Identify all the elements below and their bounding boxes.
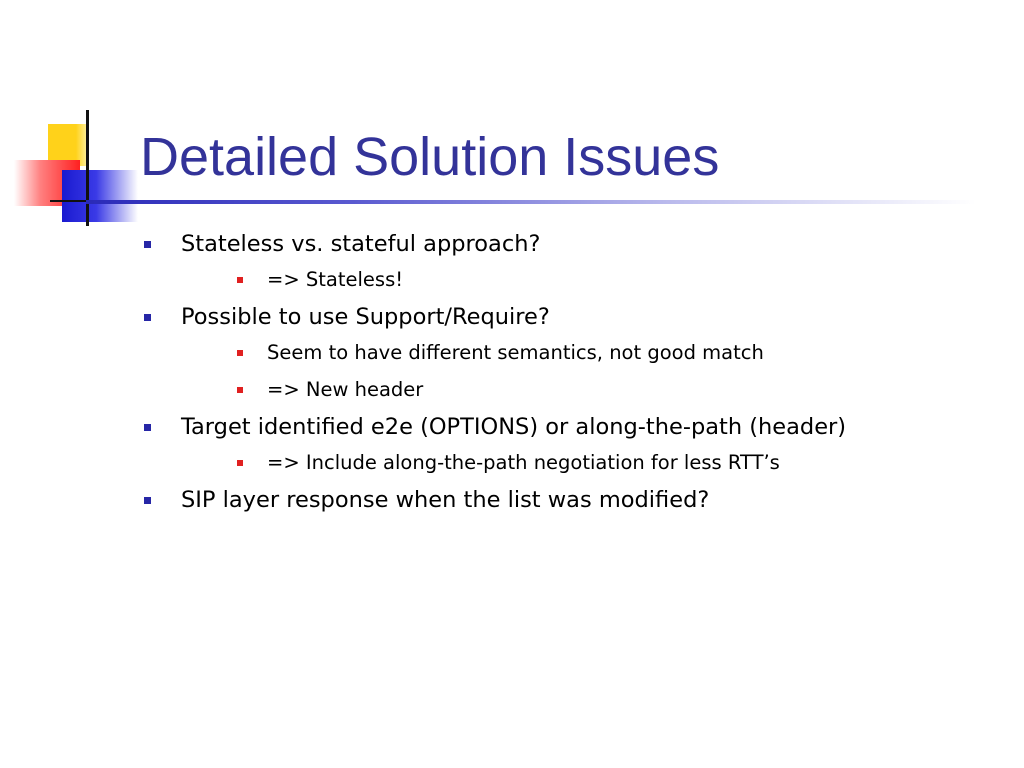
logo-vertical-line bbox=[86, 110, 89, 226]
square-bullet-icon bbox=[144, 314, 151, 321]
sub-bullet-text: => Stateless! bbox=[267, 268, 404, 291]
bullet-text: Possible to use Support/Require? bbox=[181, 304, 550, 330]
sub-bullet-item bbox=[181, 266, 1000, 293]
bullet-text: Stateless vs. stateful approach? bbox=[181, 231, 541, 257]
title-underline-rule bbox=[86, 200, 976, 204]
sub-bullet-text: Seem to have different semantics, not good match bbox=[267, 341, 764, 364]
bullet-list bbox=[140, 230, 1000, 524]
slide-logo-decoration bbox=[0, 0, 150, 240]
square-bullet-icon bbox=[144, 497, 151, 504]
square-sub-bullet-icon bbox=[237, 350, 243, 356]
sub-bullet-list bbox=[181, 266, 1000, 293]
sub-bullet-list bbox=[181, 339, 1000, 403]
sub-bullet-list bbox=[181, 449, 1000, 476]
bullet-item bbox=[140, 413, 1000, 476]
bullet-text: SIP layer response when the list was modified? bbox=[181, 487, 710, 513]
square-sub-bullet-icon bbox=[237, 277, 243, 283]
square-sub-bullet-icon bbox=[237, 387, 243, 393]
square-bullet-icon bbox=[144, 241, 151, 248]
bullet-item bbox=[140, 486, 1000, 514]
logo-blue-square bbox=[62, 170, 138, 222]
sub-bullet-item bbox=[181, 376, 1000, 403]
bullet-item bbox=[140, 303, 1000, 403]
sub-bullet-text: => New header bbox=[267, 378, 424, 401]
sub-bullet-text: => Include along-the-path negotiation for less RTT’s bbox=[267, 451, 780, 474]
square-bullet-icon bbox=[144, 424, 151, 431]
square-sub-bullet-icon bbox=[237, 460, 243, 466]
bullet-item bbox=[140, 230, 1000, 293]
bullet-text: Target identified e2e (OPTIONS) or along-the-path (header) bbox=[181, 414, 847, 440]
sub-bullet-item bbox=[181, 339, 1000, 366]
sub-bullet-item bbox=[181, 449, 1000, 476]
slide-title: Detailed Solution Issues bbox=[140, 127, 720, 187]
